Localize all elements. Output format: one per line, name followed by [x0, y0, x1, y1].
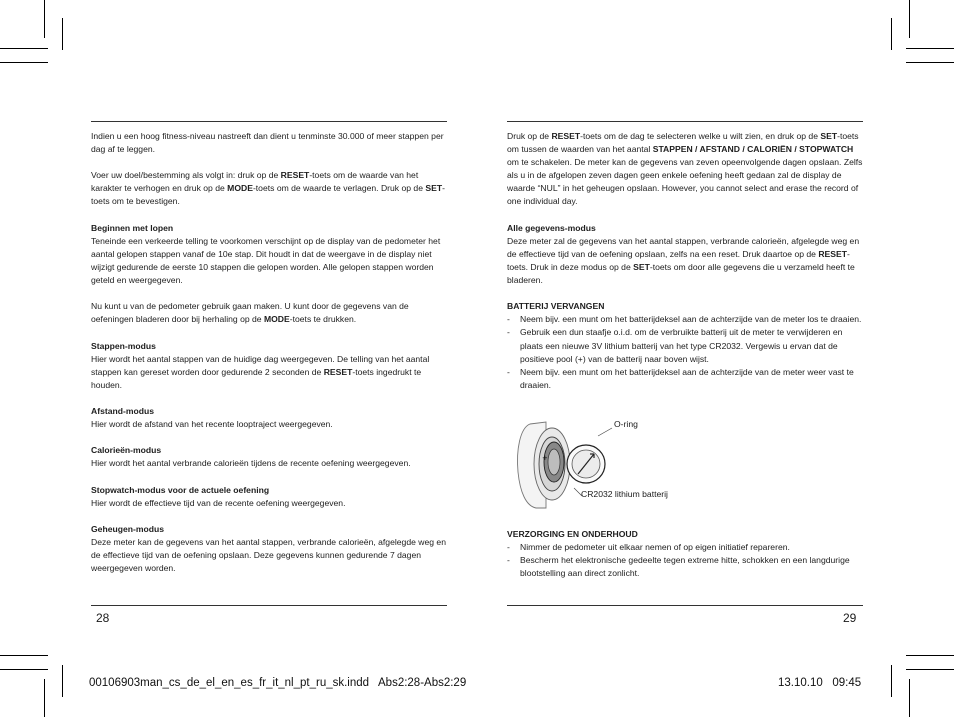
- right-column-care: [507, 528, 864, 580]
- page-number-left: 28: [96, 611, 110, 625]
- svg-text:+: +: [542, 454, 548, 462]
- left-bottom-rule: [91, 605, 447, 606]
- heading-stappen: Stappen-modus: [91, 340, 156, 351]
- heading-alle-gegevens: Alle gegevens-modus: [507, 222, 596, 233]
- crop-mark: [909, 679, 910, 717]
- crop-mark: [891, 18, 892, 50]
- slug-filename: 00106903man_cs_de_el_en_es_fr_it_nl_pt_ru_sk.indd Abs2:28-Abs2:29: [89, 677, 467, 689]
- heading-calorien: Calorieën-modus: [91, 445, 162, 456]
- afstand-paragraph: Hier wordt de afstand van het recente looptraject weergegeven.: [91, 419, 333, 430]
- page-number-right: 29: [843, 611, 857, 625]
- list-item: - Neem bijv. een munt om het batterijdeksel aan de achterzijde van de meter los te draaien.: [507, 314, 862, 325]
- heading-batterij: BATTERIJ VERVANGEN: [507, 301, 605, 312]
- crop-mark: [891, 665, 892, 697]
- crop-mark: [906, 48, 954, 49]
- right-column: [507, 130, 864, 392]
- crop-mark: [62, 665, 63, 697]
- oring-label: O-ring: [614, 419, 638, 429]
- crop-mark: [906, 655, 954, 656]
- right-top-rule: [507, 121, 863, 122]
- geheugen-paragraph: Deze meter kan de gegevens van het aantal stappen, verbrande calorieën, afgelegde weg en de effectieve tijd van de oefening opslaan. Deze gegevens kunnen gedurende 7 dagen weergegeven worden.: [91, 536, 446, 574]
- heading-afstand: Afstand-modus: [91, 405, 155, 416]
- heading-geheugen: Geheugen-modus: [91, 523, 165, 534]
- heading-beginnen: Beginnen met lopen: [91, 222, 174, 233]
- crop-mark: [0, 655, 48, 656]
- select-day-paragraph: Druk op de RESET-toets om de dag te selecteren welke u wilt zien, en druk op de SET-toets om tussen de waarden van het aantal STAPPEN / AFSTAND / CALORIËN / STOPWATCH om te schakelen. De meter kan de gegevens van zeven opeenvolgende dagen opslaan. Zelfs als u in de afgelopen zeven dagen geen enkele oefening heeft gedaan zal de display de waarde “NUL” in het geheugen opslaan. However, you cannot select and erase the record of one individual day.: [507, 131, 863, 207]
- heading-verzorging: VERZORGING EN ONDERHOUD: [507, 529, 638, 539]
- left-column: [91, 130, 448, 575]
- stappen-paragraph: Hier wordt het aantal stappen van de huidige dag weergegeven. De telling van het aantal stappen kan gereset worden door gedurende 2 seconden de RESET-toets ingedrukt te houden.: [91, 353, 430, 390]
- goal-paragraph: Voer uw doel/bestemming als volgt in: druk op de RESET-toets om de waarde van het karakter te verhogen en druk op de MODE-toets om de waarde te verlagen. Druk op de SET-toets om te bevestigen.: [91, 170, 445, 207]
- alle-gegevens-paragraph: Deze meter zal de gegevens van het aantal stappen, verbrande calorieën, afgelegde weg en de effectieve tijd van de oefening opslaan, zelfs na een reset. Druk daartoe op de RESET-toets. Druk in deze modus op de SET-toets om door alle gegevens die u verzameld heeft te bladeren.: [507, 235, 860, 286]
- beginnen-paragraph: Teneinde een verkeerde telling te voorkomen verschijnt op de display van de pedometer het aantal gelopen stappen vanaf de 10e stap. Dit houdt in dat de weergave in de display niet wijzigt gedurende de eerste 10 stappen die gelopen worden. Alle gelopen stappen worden geteld en weergegeven.: [91, 235, 441, 286]
- list-item: - Gebruik een dun staafje o.i.d. om de verbruikte batterij uit de meter te verwijderen en plaats een nieuwe 3V lithium batterij van het type CR2032. Vergewis u ervan dat de positieve pool (+) van de batterij naar boven wijst.: [507, 327, 843, 364]
- crop-mark: [909, 0, 910, 38]
- crop-mark: [906, 669, 954, 670]
- crop-mark: [44, 0, 45, 38]
- list-item: - Nimmer de pedometer uit elkaar nemen of op eigen initiatief repareren.: [507, 542, 790, 553]
- intro-paragraph: Indien u een hoog fitness-niveau nastreeft dan dient u tenminste 30.000 of meer stappen per dag af te leggen.: [91, 131, 444, 155]
- nu-paragraph: Nu kunt u van de pedometer gebruik gaan maken. U kunt door de gegevens van de oefeningen bladeren door bij herhaling op de MODE-toets te drukken.: [91, 301, 409, 325]
- left-top-rule: [91, 121, 447, 122]
- stopwatch-paragraph: Hier wordt de effectieve tijd van de recente oefening weergegeven.: [91, 497, 346, 508]
- crop-mark: [906, 62, 954, 63]
- crop-mark: [44, 679, 45, 717]
- crop-mark: [0, 669, 48, 670]
- crop-mark: [62, 18, 63, 50]
- crop-mark: [0, 48, 48, 49]
- crop-mark: [0, 62, 48, 63]
- right-bottom-rule: [507, 605, 863, 606]
- calorien-paragraph: Hier wordt het aantal verbrande calorieën tijdens de recente oefening weergegeven.: [91, 458, 411, 469]
- list-item: - Bescherm het elektronische gedeelte tegen extreme hitte, schokken en een langdurige blootstelling aan direct zonlicht.: [507, 555, 850, 579]
- slug-datetime: 13.10.10 09:45: [778, 677, 862, 689]
- battery-label: CR2032 lithium batterij: [581, 489, 668, 499]
- list-item: - Neem bijv. een munt om het batterijdeksel aan de achterzijde van de meter weer vast te draaien.: [507, 366, 854, 390]
- heading-stopwatch: Stopwatch-modus voor de actuele oefening: [91, 484, 270, 495]
